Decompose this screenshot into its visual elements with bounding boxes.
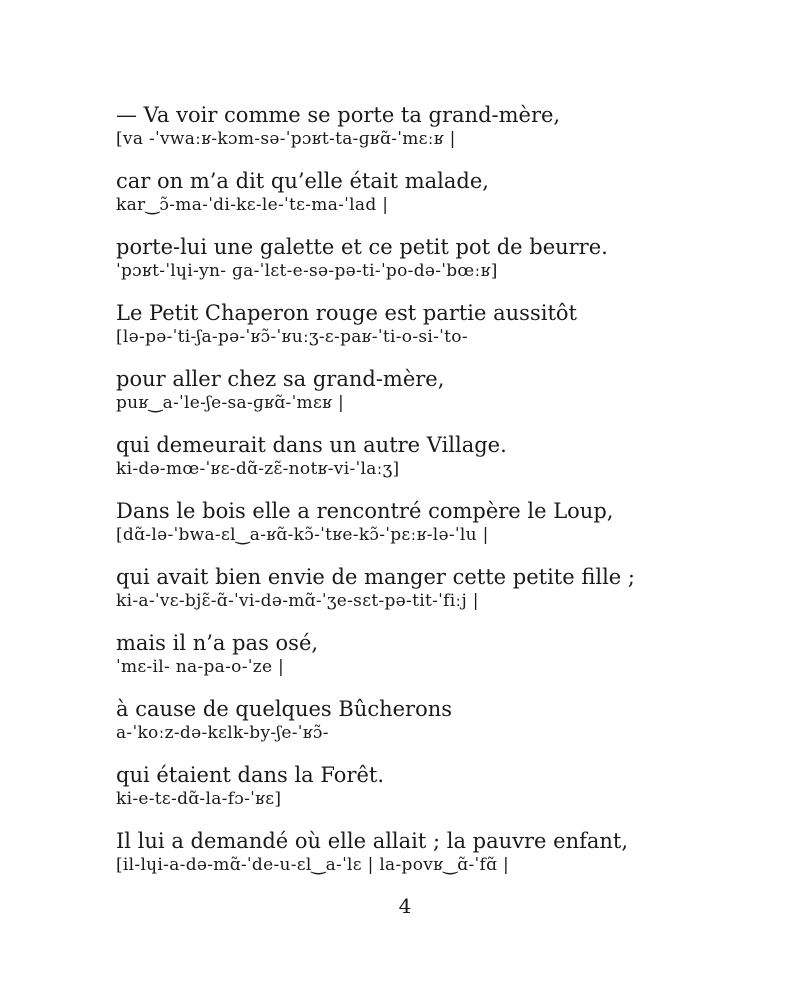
ipa-transcription: [lə-pə-ˈti-ʃa-pə-ˈʁɔ̃-ˈʁuːʒ-ɛ-paʁ-ˈti-o-si-ˈto- bbox=[116, 327, 468, 347]
french-line: car on m’a dit qu’elle était malade, bbox=[116, 169, 489, 193]
ipa-transcription: ki-e-tɛ-dɑ̃-la-fɔ-ˈʁɛ] bbox=[116, 789, 282, 809]
french-line: Le Petit Chaperon rouge est partie aussitôt bbox=[116, 301, 577, 325]
ipa-transcription: ˈmɛ-il- na-pa-o-ˈze | bbox=[116, 657, 285, 677]
line-pair bbox=[116, 299, 736, 347]
line-pair bbox=[116, 761, 736, 809]
ipa-transcription: [dɑ̃-lə-ˈbwa-ɛl‿a-ʁɑ̃-kɔ̃-ˈtʁe-kɔ̃-ˈpɛːʁ-lə-ˈlu | bbox=[116, 525, 489, 545]
line-pair bbox=[116, 695, 736, 743]
line-pair bbox=[116, 167, 736, 215]
line-pair bbox=[116, 431, 736, 479]
line-pair bbox=[116, 101, 736, 149]
line-pair bbox=[116, 365, 736, 413]
ipa-transcription: ˈpɔʁt-ˈlɥi-yn- ɡa-ˈlɛt-e-sə-pə-ti-ˈpo-də-ˈbœːʁ] bbox=[116, 261, 498, 281]
line-pair bbox=[116, 233, 736, 281]
ipa-transcription: [il-lɥi-a-də-mɑ̃-ˈde-u-ɛl‿a-ˈlɛ | la-povʁ‿ɑ̃-ˈfɑ̃ | bbox=[116, 855, 510, 875]
french-line: — Va voir comme se porte ta grand-mère, bbox=[116, 103, 561, 127]
french-line: Dans le bois elle a rencontré compère le Loup, bbox=[116, 499, 614, 523]
french-line: à cause de quelques Bûcherons bbox=[116, 697, 453, 721]
ipa-transcription: [va -ˈvwaːʁ-kɔm-sə-ˈpɔʁt-ta-ɡʁɑ̃-ˈmɛːʁ | bbox=[116, 129, 456, 149]
page-number: 4 bbox=[398, 894, 412, 918]
french-line: Il lui a demandé où elle allait ; la pauvre enfant, bbox=[116, 829, 629, 853]
ipa-transcription: a-ˈkoːz-də-kɛlk-by-ʃe-ˈʁɔ̃- bbox=[116, 723, 329, 743]
line-pair bbox=[116, 563, 736, 611]
line-pair bbox=[116, 827, 736, 875]
french-line: mais il n’a pas osé, bbox=[116, 631, 319, 655]
line-pair bbox=[116, 629, 736, 677]
french-line: qui étaient dans la Forêt. bbox=[116, 763, 385, 787]
ipa-transcription: ki-də-mœ-ˈʁɛ-dɑ̃-zɛ̃-notʁ-vi-ˈlaːʒ] bbox=[116, 459, 400, 479]
line-pair bbox=[116, 497, 736, 545]
ipa-transcription: puʁ‿a-ˈle-ʃe-sa-ɡʁɑ̃-ˈmɛʁ | bbox=[116, 393, 344, 413]
french-line: pour aller chez sa grand-mère, bbox=[116, 367, 445, 391]
french-line: qui avait bien envie de manger cette petite fille ; bbox=[116, 565, 635, 589]
text-body bbox=[116, 101, 736, 893]
ipa-transcription: ki-a-ˈvɛ-bjɛ̃-ɑ̃-ˈvi-də-mɑ̃-ˈʒe-sɛt-pə-tit-ˈfiːj | bbox=[116, 591, 479, 611]
french-line: porte-lui une galette et ce petit pot de beurre. bbox=[116, 235, 608, 259]
ipa-transcription: kar‿ɔ̃-ma-ˈdi-kɛ-le-ˈtɛ-ma-ˈlad | bbox=[116, 195, 389, 215]
french-line: qui demeurait dans un autre Village. bbox=[116, 433, 507, 457]
